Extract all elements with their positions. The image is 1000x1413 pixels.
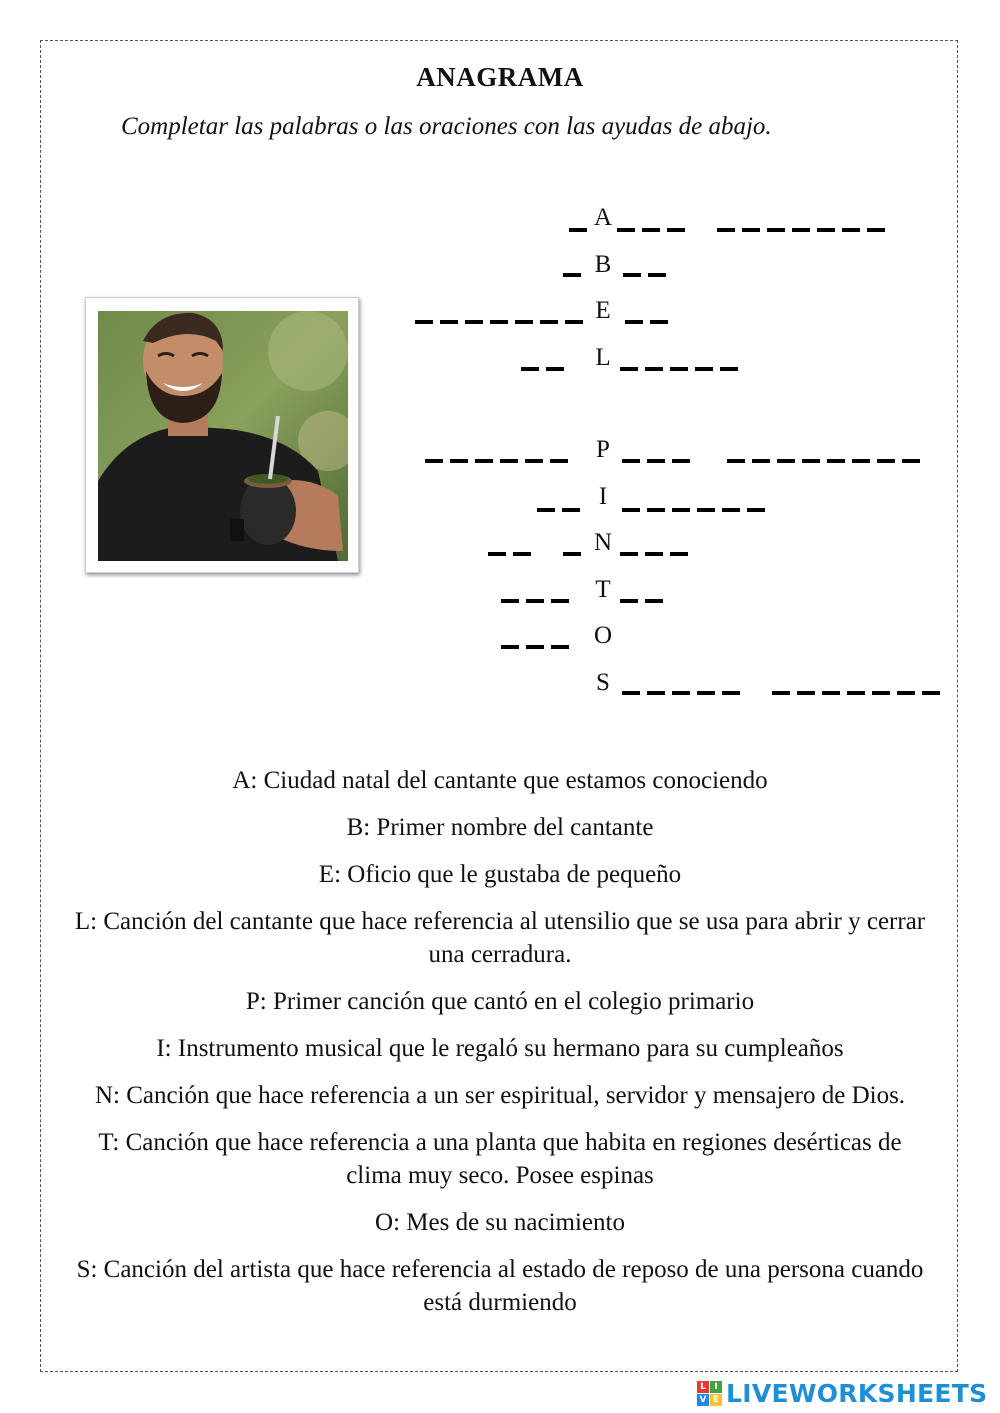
answer-blank	[501, 599, 519, 603]
answer-blank	[501, 645, 519, 649]
puzzle-letter-a: A	[593, 204, 613, 231]
puzzle-letter-s: S	[596, 669, 610, 696]
singer-photo-frame	[85, 297, 359, 573]
puzzle-letter-o: O	[593, 622, 613, 649]
answer-blank	[717, 228, 735, 232]
answer-blank	[563, 273, 581, 277]
answer-blank	[647, 459, 665, 463]
answer-blank	[722, 508, 740, 512]
answer-blank	[877, 459, 895, 463]
answer-blank	[852, 459, 870, 463]
answer-blank	[647, 508, 665, 512]
answer-blank	[562, 508, 580, 512]
clue-n: N: Canción que hace referencia a un ser espiritual, servidor y mensajero de Dios.	[94, 1082, 906, 1109]
answer-blank	[623, 273, 641, 277]
answer-blank	[792, 228, 810, 232]
puzzle-letter-t: T	[595, 576, 611, 603]
singer-photo	[98, 311, 348, 561]
answer-blank	[537, 508, 555, 512]
answer-blank	[672, 691, 690, 695]
answer-blank	[620, 367, 638, 371]
liveworksheets-mark-icon: L I V E	[697, 1381, 722, 1406]
answer-blank	[551, 599, 569, 603]
answer-blank	[648, 273, 666, 277]
clue-e: E: Oficio que le gustaba de pequeño	[318, 861, 682, 888]
answer-blank	[767, 228, 785, 232]
worksheet-title: ANAGRAMA	[416, 62, 584, 92]
answer-blank	[752, 459, 770, 463]
answer-blank	[620, 599, 638, 603]
answer-blank	[822, 691, 840, 695]
clue-l: L: Canción del cantante que hace referencia al utensilio que se usa para abrir y cerrar una cerradura.	[74, 908, 926, 968]
answer-blank	[867, 228, 885, 232]
answer-blank	[922, 691, 940, 695]
answer-blank	[747, 508, 765, 512]
answer-blank	[802, 459, 820, 463]
answer-blank	[902, 459, 920, 463]
clue-t: T: Canción que hace referencia a una planta que habita en regiones desérticas de clima muy seco. Posee espinas	[98, 1129, 902, 1189]
brand-name: LIVEWORKSHEETS	[726, 1378, 988, 1408]
answer-blank	[672, 459, 690, 463]
answer-blank	[490, 320, 508, 324]
answer-blank	[772, 691, 790, 695]
clue-a: A: Ciudad natal del cantante que estamos conociendo	[232, 767, 768, 794]
answer-blank	[625, 320, 643, 324]
answer-blank	[521, 367, 539, 371]
answer-blank	[475, 459, 493, 463]
answer-blank	[500, 459, 518, 463]
answer-blank	[797, 691, 815, 695]
answer-blank	[565, 320, 583, 324]
answer-blank	[650, 320, 668, 324]
puzzle-letter-i: I	[598, 483, 608, 510]
instruction-text: Completar las palabras o las oraciones con las ayudas de abajo.	[121, 113, 772, 140]
answer-blank	[697, 508, 715, 512]
answer-blank	[450, 459, 468, 463]
answer-blank	[526, 599, 544, 603]
answer-blank	[425, 459, 443, 463]
clue-b: B: Primer nombre del cantante	[346, 814, 654, 841]
puzzle-letter-e: E	[595, 297, 611, 324]
answer-blank	[550, 459, 568, 463]
answer-blank	[777, 459, 795, 463]
answer-blank	[642, 228, 660, 232]
answer-blank	[817, 228, 835, 232]
answer-blank	[727, 459, 745, 463]
answer-blank	[742, 228, 760, 232]
answer-blank	[440, 320, 458, 324]
clue-p: P: Primer canción que cantó en el colegio primario	[245, 988, 755, 1015]
answer-blank	[645, 599, 663, 603]
answer-blank	[515, 320, 533, 324]
answer-blank	[617, 228, 635, 232]
puzzle-letter-n: N	[593, 529, 613, 556]
answer-blank	[697, 691, 715, 695]
clue-s: S: Canción del artista que hace referencia al estado de reposo de una persona cuando está durmiendo	[76, 1256, 924, 1316]
answer-blank	[513, 552, 531, 556]
answer-blank	[872, 691, 890, 695]
liveworksheets-logo	[697, 1378, 987, 1408]
answer-blank	[465, 320, 483, 324]
answer-blank	[622, 508, 640, 512]
answer-blank	[525, 459, 543, 463]
answer-blank	[415, 320, 433, 324]
answer-blank	[722, 691, 740, 695]
answer-blank	[546, 367, 564, 371]
answer-blank	[827, 459, 845, 463]
answer-blank	[647, 691, 665, 695]
clues-list	[70, 764, 930, 1333]
answer-blank	[551, 645, 569, 649]
puzzle-letter-b: B	[594, 251, 612, 278]
answer-blank	[488, 552, 506, 556]
answer-blank	[847, 691, 865, 695]
puzzle-letter-l: L	[595, 344, 611, 371]
answer-blank	[569, 228, 587, 232]
answer-blank	[540, 320, 558, 324]
answer-blank	[645, 552, 663, 556]
answer-blank	[526, 645, 544, 649]
answer-blank	[563, 552, 581, 556]
answer-blank	[720, 367, 738, 371]
answer-blank	[695, 367, 713, 371]
answer-blank	[667, 228, 685, 232]
clue-i: I: Instrumento musical que le regaló su hermano para su cumpleaños	[156, 1035, 844, 1062]
answer-blank	[670, 367, 688, 371]
answer-blank	[622, 691, 640, 695]
clue-o: O: Mes de su nacimiento	[375, 1209, 625, 1236]
answer-blank	[842, 228, 860, 232]
puzzle-letter-p: P	[596, 436, 610, 463]
answer-blank	[897, 691, 915, 695]
answer-blank	[670, 552, 688, 556]
answer-blank	[622, 459, 640, 463]
answer-blank	[672, 508, 690, 512]
answer-blank	[620, 552, 638, 556]
answer-blank	[645, 367, 663, 371]
